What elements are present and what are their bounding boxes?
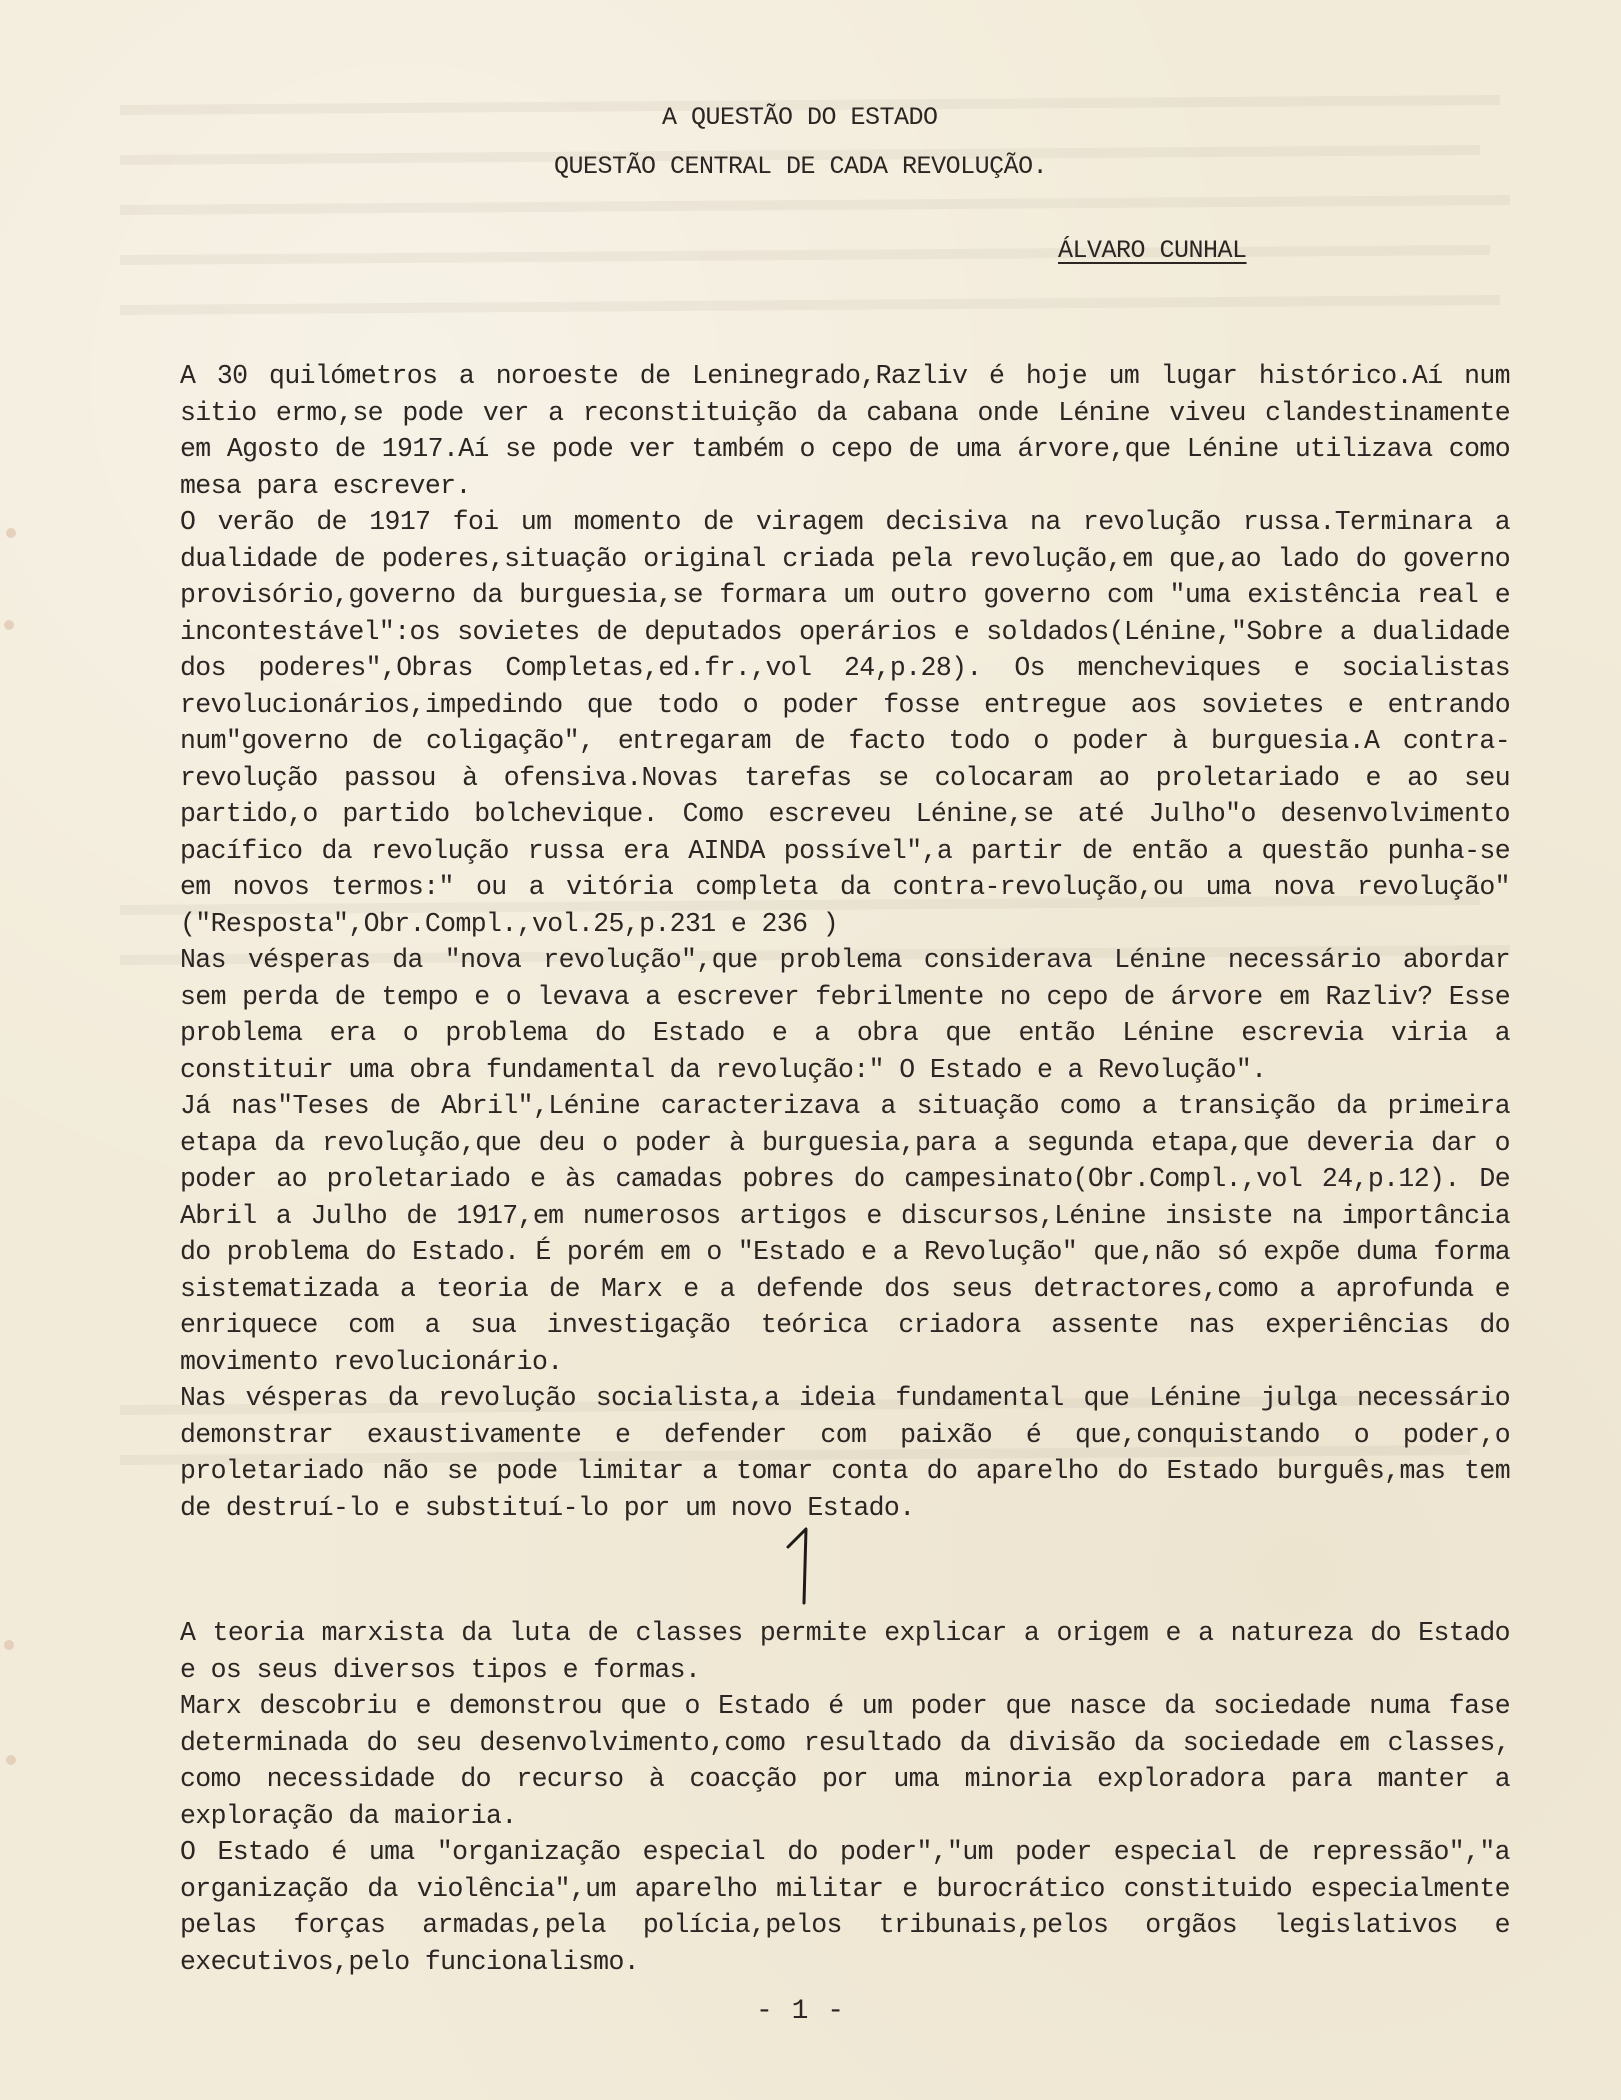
section-number-one [782, 1525, 822, 1605]
punch-mark [6, 1755, 16, 1765]
paragraph: O Estado é uma "organização especial do poder","um poder especial de repressão","a organização da violência",um aparelho militar e burocrático constituido especialmente pelas forças armadas,pela polícia,pelos tribunais,pelos orgãos legislativos e executivos,pelo funcionalismo. [180, 1837, 1510, 1977]
paragraph: Nas vésperas da revolução socialista,a ideia fundamental que Lénine julga necessário demonstrar exaustivamente e defender com paixão é que,conquistando o poder,o proletariado não se pode limitar a tomar conta do aparelho do Estado burguês,mas tem de destruí-lo e substituí-lo por um novo Estado. [180, 1383, 1510, 1523]
punch-mark [6, 528, 16, 538]
author-name: ÁLVARO CUNHAL [1058, 236, 1247, 265]
section-1-body [180, 1615, 1510, 1980]
paragraph: A teoria marxista da luta de classes permite explicar a origem e a natureza do Estado e os seus diversos tipos e formas. [180, 1618, 1510, 1685]
punch-mark [4, 620, 14, 630]
punch-mark [4, 1640, 14, 1650]
paragraph: A 30 quilómetros a noroeste de Leninegrado,Razliv é hoje um lugar histórico.Aí num sitio ermo,se pode ver a reconstituição da cabana onde Lénine viveu clandestinamente em Agosto de 1917.Aí se pode ver também o cepo de uma árvore,que Lénine utilizava como mesa para escrever. [180, 361, 1510, 501]
main-body [180, 358, 1510, 1526]
paragraph: Já nas"Teses de Abril",Lénine caracterizava a situação como a transição da primeira etapa da revolução,que deu o poder à burguesia,para a segunda etapa,que deveria dar o poder ao proletariado e às camadas pobres do campesinato(Obr.Compl.,vol 24,p.12). De Abril a Julho de 1917,em numerosos artigos e discursos,Lénine insiste na importância do problema do Estado. É porém em o "Estado e a Revolução" que,não só expõe duma forma sistematizada a teoria de Marx e a defende dos seus detractores,como a aprofunda e enriquece com a sua investigação teórica criadora assente nas experiências do movimento revolucionário. [180, 1091, 1510, 1377]
document-title: A QUESTÃO DO ESTADO [662, 103, 938, 132]
page-number: - 1 - [756, 1996, 846, 2027]
paragraph: O verão de 1917 foi um momento de viragem decisiva na revolução russa.Terminara a dualidade de poderes,situação original criada pela revolução,em que,ao lado do governo provisório,governo da burguesia,se formara um outro governo com "uma existência real e incontestável":os sovietes de deputados operários e soldados(Lénine,"Sobre a dualidade dos poderes",Obras Completas,ed.fr.,vol 24,p.28). Os mencheviques e socialistas revolucionários,impedindo que todo o poder fosse entregue aos sovietes e entrando num"governo de coligação", entregaram de facto todo o poder à burguesia.A contra-revolução passou à ofensiva.Novas tarefas se colocaram ao proletariado e ao seu partido,o partido bolchevique. Como escreveu Lénine,se até Julho"o desenvolvimento pacífico da revolução russa era AINDA possível",a partir de então a questão punha-se em novos termos:" ou a vitória completa da contra-revolução,ou uma nova revolução" ("Resposta",Obr.Compl.,vol.25,p.231 e 236 ) [180, 507, 1510, 939]
paragraph: Marx descobriu e demonstrou que o Estado é um poder que nasce da sociedade numa fase determinada do seu desenvolvimento,como resultado da divisão da sociedade em classes, como necessidade do recurso à coacção por uma minoria exploradora para manter a exploração da maioria. [180, 1691, 1510, 1831]
document-subtitle: QUESTÃO CENTRAL DE CADA REVOLUÇÃO. [554, 152, 1048, 181]
paragraph: Nas vésperas da "nova revolução",que problema considerava Lénine necessário abordar sem perda de tempo e o levava a escrever febrilmente no cepo de árvore em Razliv? Esse problema era o problema do Estado e a obra que então Lénine escrevia viria a constituir uma obra fundamental da revolução:" O Estado e a Revolução". [180, 945, 1510, 1085]
